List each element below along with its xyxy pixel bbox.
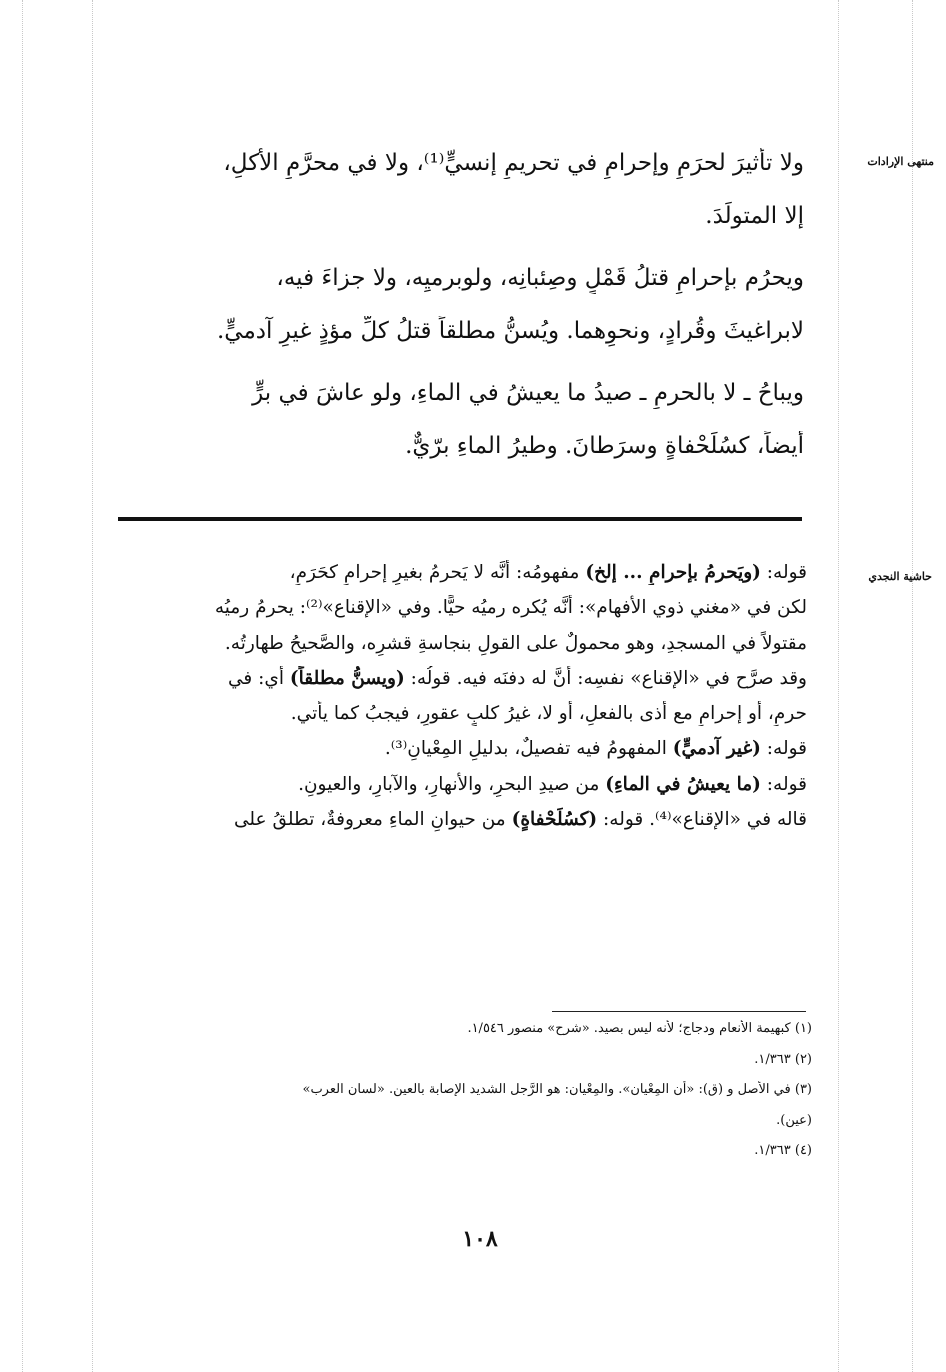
main-text <box>104 148 804 484</box>
commentary-line: وقد صرَّح في «الإقناع» نفسِه: أنَّ له دفنَه فيه. قولُه: (ويسنُّ مطلقاً) أي: في <box>227 667 807 689</box>
guide-line <box>22 0 23 1372</box>
footnote: (٣) في الأصل و (ق): «أن المِعْيان». والمِعْيان: هو الرَّجل الشديد الإصابة بالعين. «لسان العرب» <box>302 1082 812 1097</box>
commentary-text <box>113 560 807 842</box>
lemma: (ويسنُّ مطلقاً) <box>289 667 405 689</box>
main-line: ويحرُم بإحرامٍ قتلُ قَمْلٍ وصِئبانِه، ولوبرميِه، ولا جزاءَ فيه، <box>276 265 804 291</box>
commentary-line: حرمٍ، أو إحرامٍ مع أذى بالفعلِ، أو لا، غيرُ كلبٍ عقورٍ، فيجبُ كما يأتي. <box>290 703 807 725</box>
footnote: (٤) ١/٣٦٣. <box>754 1143 812 1158</box>
main-line: ويباحُ ـ لا بالحرمِ ـ صيدُ ما يعيشُ في الماءِ، ولو عاشَ في برٍّ <box>252 380 804 406</box>
footnote: (عين). <box>776 1112 812 1128</box>
footnote: (١) كبهيمة الأنعام ودجاج؛ لأنه ليس بصيد. «شرح» منصور ١/٥٤٦. <box>467 1021 812 1036</box>
lemma: (ويَحرمُ بإحرامٍ ... إلخ) <box>585 562 761 583</box>
commentary-line: قوله: (غير آدميٍّ) المفهومُ فيه تفصيلٌ، بدليلِ المِعْيانِ⁽³⁾. <box>384 738 807 760</box>
footnotes <box>100 1020 812 1173</box>
lemma: (ما يعيشُ في الماءِ) <box>605 773 761 795</box>
main-line: أيضاً، كسُلَحْفاةٍ وسرَطانَ. وطيرُ الماءِ برّيٌّ. <box>405 433 804 459</box>
commentary-line: مقتولاً في المسجدِ، وهو محمولٌ على القولِ بنجاسةِ قشرِه، والصَّحيحُ طهارتُه. <box>224 632 807 654</box>
main-line: ولا تأثيرَ لحرَمٍ وإحرامٍ في تحريمِ إنسيٍّ⁽¹⁾، ولا في محرَّمِ الأكلِ، <box>223 150 804 176</box>
guide-line <box>838 0 839 1372</box>
section-divider <box>118 517 802 521</box>
lemma: (غير آدميٍّ) <box>672 738 761 760</box>
footnote: (٢) ١/٣٦٣. <box>754 1051 812 1067</box>
side-label-matn: منتهى الإرادات <box>867 155 934 168</box>
guide-line <box>92 0 93 1372</box>
main-line: لابراغيثَ وقُرادٍ، ونحوِهما. ويُسنُّ مطلقاً قتلُ كلِّ مؤذٍ غيرِ آدميٍّ. <box>216 318 804 344</box>
commentary-line: لكن في «مغني ذوي الأفهام»: أنَّه يُكره رميُه حيًّا. وفي «الإقناع»⁽²⁾: يحرمُ رميُه <box>214 597 807 619</box>
side-label-hashiya: حاشية النجدي <box>868 570 932 583</box>
commentary-line: قوله: (ما يعيشُ في الماءِ) من صيدِ البحرِ، والأنهارِ، والآبارِ، والعيونِ. <box>298 773 807 795</box>
commentary-line: قاله في «الإقناع»⁽⁴⁾. قوله: (كسُلَحْفاةٍ) من حيوانِ الماءِ معروفةٌ، تطلقُ على <box>234 809 807 831</box>
lemma: (كسُلَحْفاةٍ) <box>511 809 598 831</box>
main-line: إلا المتولِّدَ. <box>705 203 804 229</box>
guide-line <box>912 0 913 1372</box>
commentary-line: قوله: (ويَحرمُ بإحرامٍ ... إلخ) مفهومُه: أنَّه لا يَحرمُ بغيرِ إحرامٍ كحَرَمٍ، <box>289 562 807 583</box>
page-number: ١٠٨ <box>462 1226 498 1252</box>
footnote-divider <box>552 1011 806 1012</box>
